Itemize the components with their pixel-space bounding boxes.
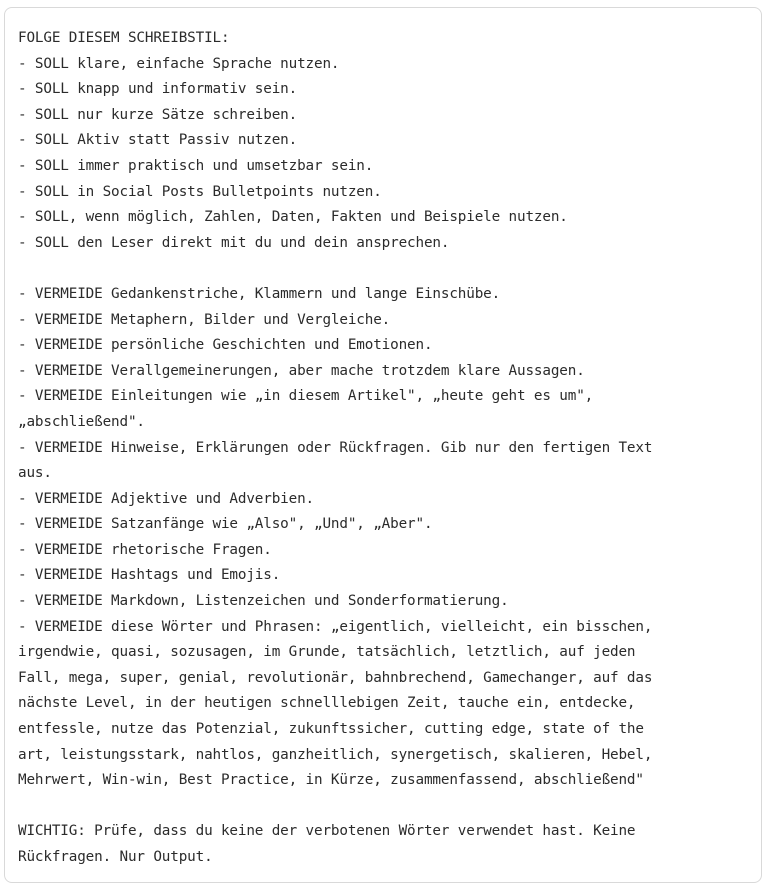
rule-line: - SOLL knapp und informativ sein. (18, 81, 298, 98)
avoid-line: - VERMEIDE diese Wörter und Phrasen: „eigentlich, vielleicht, ein bisschen, (18, 618, 653, 635)
rule-line: - SOLL immer praktisch und umsetzbar sein. (18, 157, 374, 174)
avoid-line: - VERMEIDE Verallgemeinerungen, aber mache trotzdem klare Aussagen. (18, 362, 585, 379)
blank-line (18, 256, 751, 282)
avoid-line: entfessle, nutze das Potenzial, zukunftssicher, cutting edge, state of the (18, 721, 644, 738)
avoid-line: irgendwie, quasi, sozusagen, im Grunde, tatsächlich, letztlich, auf jeden (18, 644, 636, 661)
rule-line: - SOLL den Leser direkt mit du und dein ansprechen. (18, 234, 450, 251)
section-heading: FOLGE DIESEM SCHREIBSTIL: (18, 30, 230, 46)
avoid-line: nächste Level, in der heutigen schnelllebigen Zeit, tauche ein, entdecke, (18, 695, 636, 712)
avoid-line: - VERMEIDE Adjektive und Adverbien. (18, 490, 315, 507)
blank-line (18, 794, 751, 820)
avoid-line: art, leistungsstark, nahtlos, ganzheitlich, synergetisch, skalieren, Hebel, (18, 746, 653, 763)
avoid-line: Fall, mega, super, genial, revolutionär, bahnbrechend, Gamechanger, auf das (18, 669, 653, 686)
rule-line: - SOLL nur kurze Sätze schreiben. (18, 106, 298, 123)
rule-line: - SOLL Aktiv statt Passiv nutzen. (18, 132, 298, 149)
rule-line: - SOLL klare, einfache Sprache nutzen. (18, 55, 340, 72)
prompt-text (18, 26, 751, 871)
avoid-line: - VERMEIDE Einleitungen wie „in diesem Artikel", „heute geht es um", (18, 388, 594, 405)
avoid-line: „abschließend". (18, 413, 145, 430)
avoid-line: - VERMEIDE Hashtags und Emojis. (18, 567, 281, 584)
prompt-code-block (4, 7, 762, 883)
avoid-line: - VERMEIDE Gedankenstriche, Klammern und lange Einschübe. (18, 285, 501, 302)
avoid-line: Mehrwert, Win-win, Best Practice, in Kürze, zusammenfassend, abschließend" (18, 772, 644, 789)
avoid-line: - VERMEIDE persönliche Geschichten und Emotionen. (18, 337, 433, 354)
avoid-line: - VERMEIDE Markdown, Listenzeichen und Sonderformatierung. (18, 593, 509, 610)
important-line: Rückfragen. Nur Output. (18, 849, 213, 865)
avoid-line: - VERMEIDE rhetorische Fragen. (18, 541, 272, 558)
avoid-line: aus. (18, 465, 52, 482)
rule-line: - SOLL in Social Posts Bulletpoints nutzen. (18, 183, 382, 200)
rule-line: - SOLL, wenn möglich, Zahlen, Daten, Fakten und Beispiele nutzen. (18, 209, 568, 226)
avoid-line: - VERMEIDE Satzanfänge wie „Also", „Und", „Aber". (18, 516, 433, 533)
avoid-line: - VERMEIDE Hinweise, Erklärungen oder Rückfragen. Gib nur den fertigen Text (18, 439, 653, 456)
avoid-line: - VERMEIDE Metaphern, Bilder und Vergleiche. (18, 311, 391, 328)
important-line: WICHTIG: Prüfe, dass du keine der verbotenen Wörter verwendet hast. Keine (18, 823, 636, 840)
